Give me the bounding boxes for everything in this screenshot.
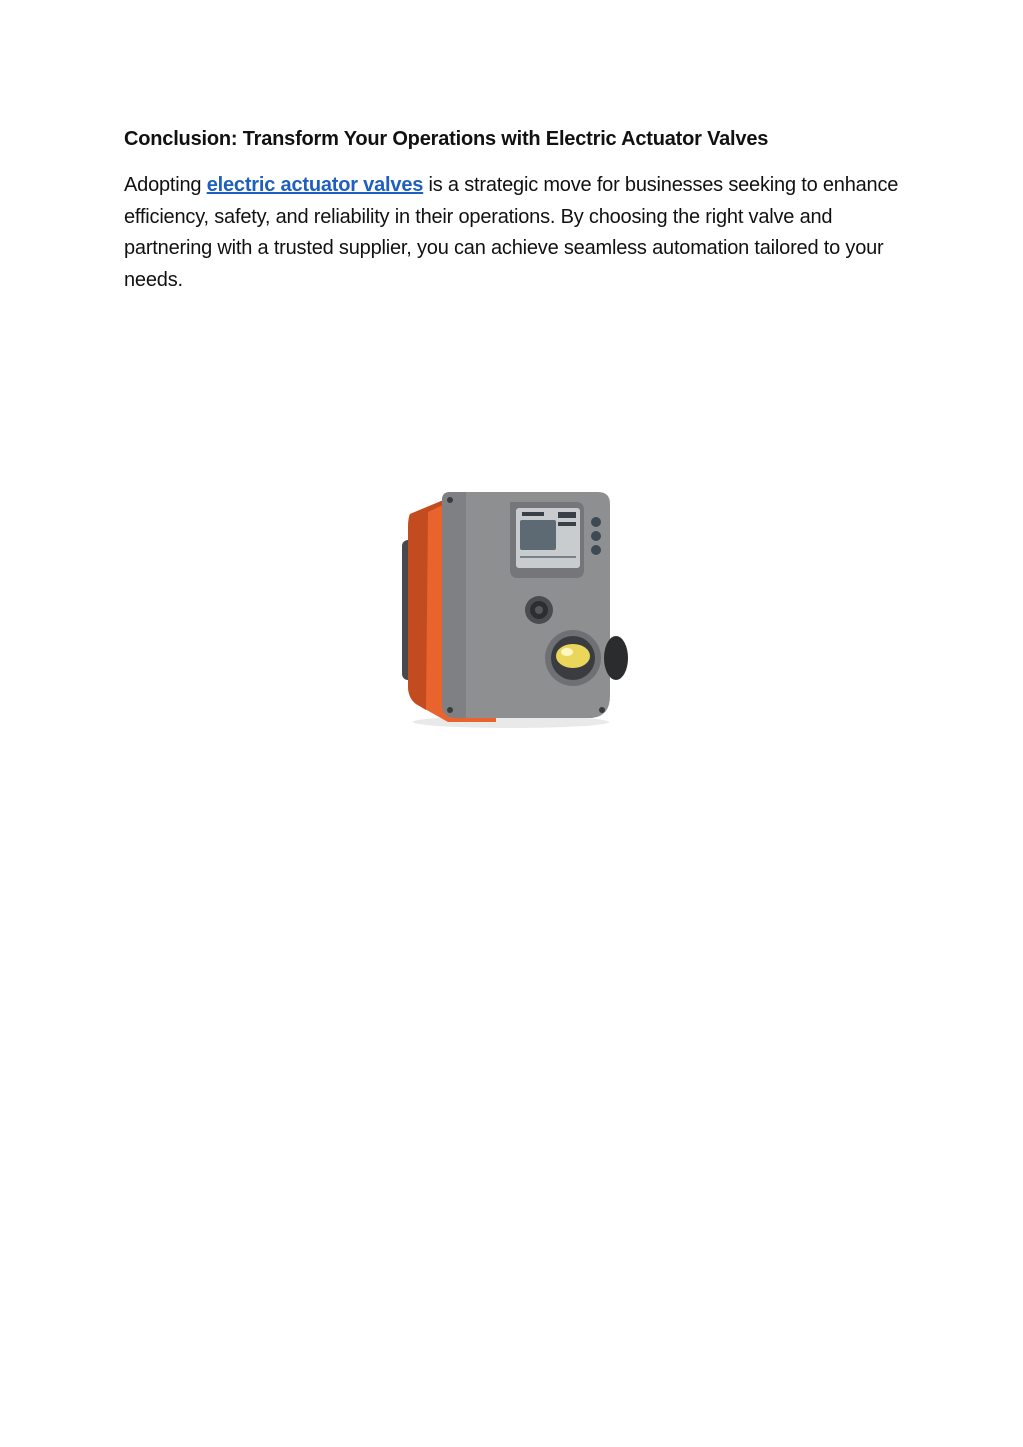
actuator-product-image (386, 486, 636, 736)
paragraph-text-start: Adopting (124, 174, 207, 196)
electric-actuator-valves-link[interactable]: electric actuator valves (206, 174, 424, 196)
paragraph-text-end: is a strategic move for businesses seeking to enhance efficiency, safety, and reliability in their operations. By choosing the right valve and partnering with a trusted supplier, you can achieve seamless automation tailored to your needs. (124, 174, 899, 291)
section-heading: Conclusion: Transform Your Operations with Electric Actuator Valves (124, 128, 769, 150)
body-paragraph (124, 170, 909, 296)
